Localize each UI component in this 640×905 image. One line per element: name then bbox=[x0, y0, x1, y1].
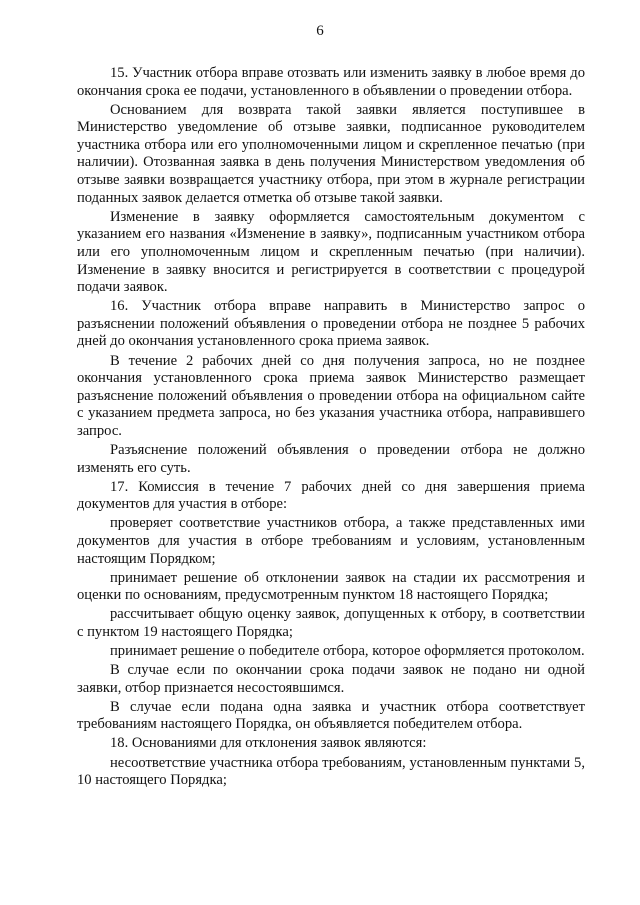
paragraph-no-applications: В случае если по окончании срока подачи заявок не подано ни одной заявки, отбор признается несостоявшимся. bbox=[77, 662, 585, 696]
paragraph-commission-scores: рассчитывает общую оценку заявок, допущенных к отбору, в соответствии с пунктом 19 настоящего Порядка; bbox=[77, 606, 585, 640]
paragraph-commission-rejects: принимает решение об отклонении заявок на стадии их рассмотрения и оценки по основаниям, предусмотренным пунктом 18 настоящего Порядка; bbox=[77, 569, 585, 604]
paragraph-commission-checks: проверяет соответствие участников отбора, а также представленных ими документов для участия в отборе требованиям и условиям, установленным настоящим Порядком; bbox=[77, 515, 585, 567]
paragraph-17-commission: 17. Комиссия в течение 7 рабочих дней со дня завершения приема документов для участия в отборе: bbox=[77, 478, 585, 513]
paragraph-commission-decides: принимает решение о победителе отбора, которое оформляется протоколом. bbox=[110, 643, 585, 659]
paragraph-16-clarification-request: 16. Участник отбора вправе направить в Министерство запрос о разъяснении положений объявления о проведении отбора не позднее 5 рабочих дней до окончания установленного срока приема заявок. bbox=[77, 298, 585, 350]
paragraph-18-rejection-grounds: 18. Основаниями для отклонения заявок являются: bbox=[110, 735, 427, 752]
paragraph-noncompliance: несоответствие участника отбора требованиям, установленным пунктами 5, 10 настоящего Порядка; bbox=[77, 754, 585, 789]
page-number: 6 bbox=[316, 23, 324, 39]
document-body bbox=[77, 65, 585, 791]
paragraph-15-withdraw: 15. Участник отбора вправе отозвать или изменить заявку в любое время до окончания срока ее подачи, установленного в объявлении о проведении отбора. bbox=[77, 65, 585, 99]
paragraph-clarification-publication: В течение 2 рабочих дней со дня получения запроса, но не позднее окончания установленного срока приема заявок Министерство размещает разъяснение положений объявления о проведении отбора на официальном сайте с указанием предмета запроса, но без указания участника отбора, направившего запрос. bbox=[77, 352, 585, 439]
paragraph-clarification-essence: Разъяснение положений объявления о проведении отбора не должно изменять его суть. bbox=[77, 441, 585, 476]
paragraph-single-application: В случае если подана одна заявка и участник отбора соответствует требованиям настоящего Порядка, он объявляется победителем отбора. bbox=[77, 698, 585, 733]
paragraph-amendment: Изменение в заявку оформляется самостоятельным документом с указанием его названия «Изменение в заявку», подписанным участником отбора или его уполномоченным лицом и скрепленным печатью (при наличии). Изменение в заявку вносится и регистрируется в соответствии с процедурой подачи заявок. bbox=[77, 208, 585, 296]
paragraph-return-basis: Основанием для возврата такой заявки является поступившее в Министерство уведомление об отзыве заявки, подписанное руководителем участника отбора или его уполномоченными лицом и скрепленное печатью (при наличии). Отозванная заявка в день получения Министерством уведомления об отзыве заявки возвращается участнику отбора, при этом в журнале регистрации поданных заявок делается отметка об отзыве такой заявки. bbox=[77, 101, 585, 206]
